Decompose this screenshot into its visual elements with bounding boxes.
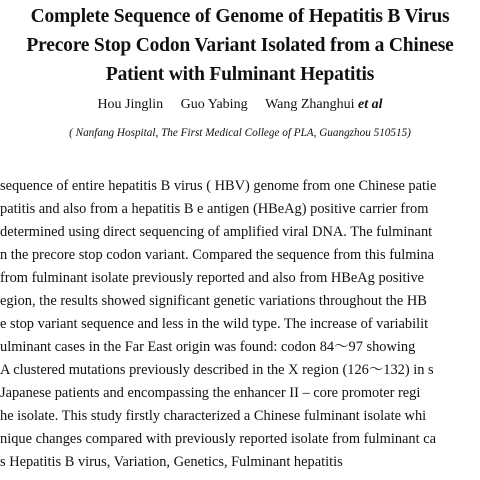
abstract-line: determined using direct sequencing of amplified viral DNA. The fulminant <box>0 224 433 240</box>
affiliation: ( Nanfang Hospital, The First Medical College of PLA, Guangzhou 510515) <box>69 127 411 139</box>
abstract-line: patitis and also from a hepatitis B e antigen (HBeAg) positive carrier from <box>0 201 429 217</box>
author-name <box>265 97 382 112</box>
abstract-line: from fulminant isolate previously reported and also from HBeAg positive <box>0 270 425 286</box>
title-line-1: Complete Sequence of Genome of Hepatitis B Virus <box>30 6 450 27</box>
abstract-line: egion, the results showed significant genetic variations throughout the HB <box>0 293 427 309</box>
abstract-line: ulminant cases in the Far East origin was found: codon 84～97 showing <box>0 339 416 355</box>
abstract-line: he isolate. This study firstly characterized a Chinese fulminant isolate whi <box>0 408 427 424</box>
author-name: Hou Jinglin <box>97 97 164 112</box>
abstract-line: e stop variant sequence and less in the wild type. The increase of variabilit <box>0 316 429 332</box>
et-al: et al <box>358 97 383 112</box>
abstract-line: n the precore stop codon variant. Compared the sequence from this fulmina <box>0 247 434 263</box>
title-line-2: Precore Stop Codon Variant Isolated from a Chinese <box>26 35 454 56</box>
abstract-line: nique changes compared with previously reported isolate from fulminant ca <box>0 431 436 447</box>
author-list <box>0 96 480 114</box>
author-name: Guo Yabing <box>180 97 248 112</box>
abstract-line: sequence of entire hepatitis B virus ( HBV) genome from one Chinese patie <box>0 178 437 194</box>
keywords-line: s Hepatitis B virus, Variation, Genetics, Fulminant hepatitis <box>0 454 343 470</box>
title-line-3: Patient with Fulminant Hepatitis <box>105 64 375 85</box>
author-name-text: Wang Zhanghui <box>265 97 355 112</box>
abstract-line: A clustered mutations previously described in the X region (126～132) in s <box>0 362 434 378</box>
abstract-line: Japanese patients and encompassing the enhancer II – core promoter regi <box>0 385 421 401</box>
